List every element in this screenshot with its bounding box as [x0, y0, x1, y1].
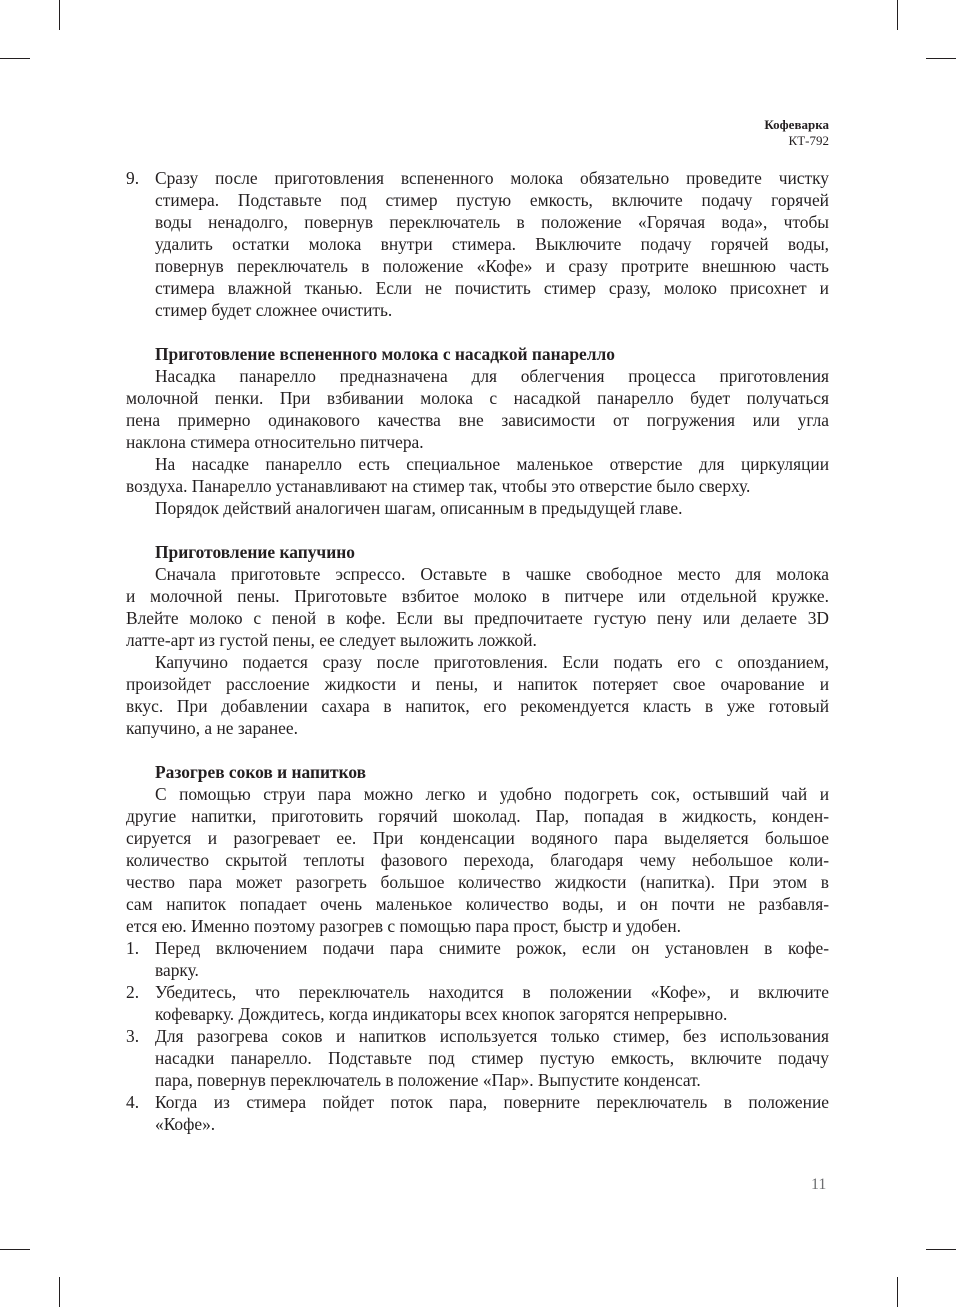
section-heading: Приготовление вспененного молока с насадкой панарелло [155, 344, 615, 364]
running-header [764, 117, 829, 149]
text-line: воды ненадолго, повернув переключатель в положение «Горячая вода», чтобы [155, 212, 829, 232]
text-line: количество скрытой теплоты фазового перехода, благодаря чему небольшое коли- [126, 850, 829, 870]
text-line: воздуха. Панарелло устанавливают на стимер так, чтобы это отверстие было сверху. [126, 476, 751, 496]
list-number: 9. [126, 168, 140, 188]
crop-mark [897, 0, 898, 30]
text-line: произойдет расслоение жидкости и пены, и напиток потеряет свое очарование и [126, 674, 829, 694]
crop-mark [0, 58, 30, 59]
header-title: Кофеварка [764, 117, 829, 132]
spacer [126, 321, 829, 343]
text-line: чество пара может разогреть большое количество жидкости (напитка). При этом в [126, 872, 829, 892]
text-line: капучино, а не заранее. [126, 718, 298, 738]
text-line: Сначала приготовьте эспрессо. Оставьте в чашке свободное место для молока [155, 564, 829, 584]
list-number: 1. [126, 938, 140, 958]
list-number: 2. [126, 982, 140, 1002]
text-line: стимер будет сложнее очистить. [155, 300, 393, 320]
header-model: КТ-792 [788, 133, 829, 148]
text-line: Капучино подается сразу после приготовления. Если подать его с опозданием, [155, 652, 829, 672]
text-line: насадки панарелло. Подставьте под стимер пустую емкость, включите подачу [155, 1048, 829, 1068]
page-body [126, 167, 829, 1135]
text-line: С помощью струи пара можно легко и удобно подогреть сок, остывший чай и [155, 784, 829, 804]
text-line: сируется и разогревает ее. При конденсации водяного пара выделяется большое [126, 828, 829, 848]
text-line: Влейте молоко с пеной в кофе. Если вы предпочитаете густую пену или делаете 3D [126, 608, 829, 628]
text-line: наклона стимера относительно питчера. [126, 432, 424, 452]
text-line: ется ею. Именно поэтому разогрев с помощью пара прост, быстр и удобен. [126, 916, 682, 936]
text-line: Для разогрева соков и напитков используется только стимер, без использования [155, 1026, 829, 1046]
list-number: 3. [126, 1026, 140, 1046]
text-line: удалить остатки молока внутри стимера. Выключите подачу горячей воды, [155, 234, 829, 254]
list-number: 4. [126, 1092, 140, 1112]
crop-mark [59, 1277, 60, 1307]
text-line: Когда из стимера пойдет поток пара, поверните переключатель в положение [155, 1092, 829, 1112]
crop-mark [59, 0, 60, 30]
list-item [126, 1025, 829, 1091]
list-item [126, 937, 829, 981]
paragraph [126, 365, 829, 453]
text-line: «Кофе». [155, 1114, 216, 1134]
text-line: вкус. При добавлении сахара в напиток, его рекомендуется класть в уже готовый [126, 696, 829, 716]
list-item [126, 981, 829, 1025]
text-line: Насадка панарелло предназначена для облегчения процесса приготовления [155, 366, 829, 386]
crop-mark [897, 1277, 898, 1307]
text-line: пена примерно одинакового качества вне зависимости от погружения или угла [126, 410, 829, 430]
list-item [126, 1091, 829, 1135]
text-line: Перед включением подачи пара снимите рожок, если он установлен в кофе- [155, 938, 829, 958]
text-line: и молочной пены. Приготовьте взбитое молоко в питчере или отдельной кружке. [126, 586, 829, 606]
text-line: повернув переключатель в положение «Кофе» и сразу протрите внешнюю часть [155, 256, 829, 276]
text-line: пара, повернув переключатель в положение «Пар». Выпустите конденсат. [155, 1070, 701, 1090]
paragraph [126, 783, 829, 937]
paragraph [126, 651, 829, 739]
text-line: латте-арт из густой пены, ее следует выложить ложкой. [126, 630, 537, 650]
crop-mark [926, 1249, 956, 1250]
text-line: кофеварку. Дождитесь, когда индикаторы всех кнопок загорятся непрерывно. [155, 1004, 728, 1024]
spacer [126, 519, 829, 541]
list-item [126, 167, 829, 321]
text-line: Сразу после приготовления вспененного молока обязательно проведите чистку [155, 168, 829, 188]
spacer [126, 739, 829, 761]
text-line: Порядок действий аналогичен шагам, описанным в предыдущей главе. [155, 498, 683, 518]
crop-mark [926, 58, 956, 59]
text-line: варку. [155, 960, 199, 980]
text-line: другие напитки, приготовить горячий шоколад. Пар, попадая в жидкость, конден- [126, 806, 829, 826]
text-line: стимера влажной тканью. Если не почистить стимер сразу, молоко присохнет и [155, 278, 829, 298]
section-heading: Приготовление капучино [155, 542, 355, 562]
text-line: молочной пенки. При взбивании молока с насадкой панарелло будет получаться [126, 388, 829, 408]
text-line: сам напиток попадает очень маленькое количество воды, и он почти не разбавля- [126, 894, 829, 914]
text-line: стимера. Подставьте под стимер пустую емкость, включите подачу горячей [155, 190, 829, 210]
page-number: 11 [811, 1176, 827, 1193]
paragraph [126, 563, 829, 651]
paragraph [126, 453, 829, 497]
text-line: Убедитесь, что переключатель находится в положении «Кофе», и включите [155, 982, 829, 1002]
text-line: На насадке панарелло есть специальное маленькое отверстие для циркуляции [155, 454, 829, 474]
section-heading: Разогрев соков и напитков [155, 762, 367, 782]
crop-mark [0, 1249, 30, 1250]
paragraph [126, 497, 829, 519]
